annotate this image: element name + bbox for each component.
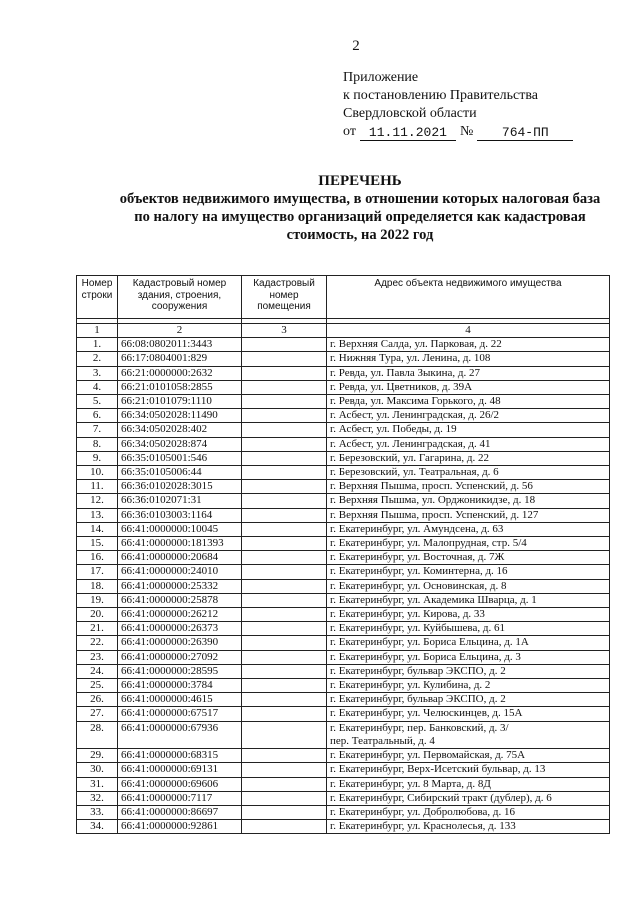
- table-row: [77, 480, 610, 494]
- title-line-1: объектов недвижимого имущества, в отношении которых налоговая база: [119, 191, 601, 207]
- table-row: [77, 494, 610, 508]
- cadastral-number-cell: 66:41:0000000:3784: [118, 679, 242, 693]
- title-line-2: по налогу на имущество организаций определяется как кадастровая: [134, 209, 586, 225]
- address-cell: г. Верхняя Салда, ул. Парковая, д. 22: [327, 338, 610, 352]
- row-number-cell: 20.: [77, 608, 118, 622]
- cadastral-number-cell: 66:41:0000000:181393: [118, 537, 242, 551]
- row-number-cell: 21.: [77, 622, 118, 636]
- header-row-number: Номер строки: [77, 276, 118, 319]
- cadastral-number-cell: 66:21:0101058:2855: [118, 380, 242, 394]
- room-number-cell: [242, 380, 327, 394]
- room-number-cell: [242, 664, 327, 678]
- header-address: Адрес объекта недвижимого имущества: [327, 276, 610, 319]
- cadastral-number-cell: 66:34:0502028:11490: [118, 409, 242, 423]
- room-number-cell: [242, 451, 327, 465]
- table-row: [77, 707, 610, 721]
- table-body: [77, 338, 610, 834]
- cadastral-number-cell: 66:41:0000000:7117: [118, 791, 242, 805]
- cadastral-number-cell: 66:41:0000000:26212: [118, 608, 242, 622]
- address-cell: г. Екатеринбург, ул. Бориса Ельцина, д. 3: [327, 650, 610, 664]
- cadastral-number-cell: 66:21:0101079:1110: [118, 395, 242, 409]
- address-cell: г. Верхняя Пышма, просп. Успенский, д. 56: [327, 480, 610, 494]
- room-number-cell: [242, 579, 327, 593]
- room-number-cell: [242, 338, 327, 352]
- address-cell: г. Екатеринбург, ул. Кирова, д. 33: [327, 608, 610, 622]
- address-cell: г. Ревда, ул. Павла Зыкина, д. 27: [327, 366, 610, 380]
- row-number-cell: 26.: [77, 693, 118, 707]
- room-number-cell: [242, 693, 327, 707]
- page-number: 2: [352, 38, 360, 54]
- cadastral-number-cell: 66:41:0000000:86697: [118, 805, 242, 819]
- appendix-date-line: [343, 123, 573, 141]
- address-cell: г. Екатеринбург, Сибирский тракт (дублер), д. 6: [327, 791, 610, 805]
- cadastral-number-cell: 66:41:0000000:25332: [118, 579, 242, 593]
- room-number-cell: [242, 721, 327, 748]
- row-number-cell: 18.: [77, 579, 118, 593]
- row-number-cell: 3.: [77, 366, 118, 380]
- row-number-cell: 8.: [77, 437, 118, 451]
- cadastral-number-cell: 66:41:0000000:26373: [118, 622, 242, 636]
- table-row: [77, 791, 610, 805]
- row-number-cell: 10.: [77, 466, 118, 480]
- address-cell: г. Екатеринбург, ул. Кулибина, д. 2: [327, 679, 610, 693]
- table-row: [77, 693, 610, 707]
- room-number-cell: [242, 608, 327, 622]
- address-cell: г. Березовский, ул. Театральная, д. 6: [327, 466, 610, 480]
- room-number-cell: [242, 352, 327, 366]
- address-cell: г. Екатеринбург, ул. Восточная, д. 7Ж: [327, 551, 610, 565]
- table-row: [77, 622, 610, 636]
- address-cell: г. Екатеринбург, ул. Амундсена, д. 63: [327, 522, 610, 536]
- cadastral-number-cell: 66:41:0000000:4615: [118, 693, 242, 707]
- cadastral-number-cell: 66:41:0000000:28595: [118, 664, 242, 678]
- row-number-cell: 5.: [77, 395, 118, 409]
- room-number-cell: [242, 522, 327, 536]
- address-cell: г. Екатеринбург, ул. 8 Марта, д. 8Д: [327, 777, 610, 791]
- table-row: [77, 664, 610, 678]
- table-row: [77, 650, 610, 664]
- room-number-cell: [242, 650, 327, 664]
- row-number-cell: 33.: [77, 805, 118, 819]
- cadastral-number-cell: 66:21:0000000:2632: [118, 366, 242, 380]
- row-number-cell: 23.: [77, 650, 118, 664]
- table-row: [77, 820, 610, 834]
- room-number-cell: [242, 636, 327, 650]
- table-row: [77, 395, 610, 409]
- cadastral-number-cell: 66:41:0000000:20684: [118, 551, 242, 565]
- row-number-cell: 16.: [77, 551, 118, 565]
- cadastral-number-cell: 66:41:0000000:27092: [118, 650, 242, 664]
- table-row: [77, 777, 610, 791]
- header-cadastral-room: Кадастровый номер помещения: [242, 276, 327, 319]
- table-row: [77, 437, 610, 451]
- row-number-cell: 22.: [77, 636, 118, 650]
- decree-number: 764-ПП: [477, 126, 573, 141]
- room-number-cell: [242, 423, 327, 437]
- cadastral-number-cell: 66:34:0502028:402: [118, 423, 242, 437]
- from-label: от: [343, 124, 356, 139]
- decree-date: 11.11.2021: [360, 126, 456, 141]
- room-number-cell: [242, 679, 327, 693]
- column-number-row: [77, 324, 610, 338]
- cadastral-number-cell: 66:17:0804001:829: [118, 352, 242, 366]
- table-row: [77, 636, 610, 650]
- address-cell: г. Екатеринбург, ул. Малопрудная, стр. 5/4: [327, 537, 610, 551]
- table-row: [77, 537, 610, 551]
- cadastral-number-cell: 66:41:0000000:69131: [118, 763, 242, 777]
- cadastral-number-cell: 66:41:0000000:25878: [118, 593, 242, 607]
- row-number-cell: 32.: [77, 791, 118, 805]
- address-cell: г. Екатеринбург, ул. Добролюбова, д. 16: [327, 805, 610, 819]
- table-row: [77, 721, 610, 748]
- row-number-cell: 28.: [77, 721, 118, 748]
- appendix-block: [343, 69, 573, 141]
- address-cell: г. Екатеринбург, ул. Челюскинцев, д. 15А: [327, 707, 610, 721]
- title-main: ПЕРЕЧЕНЬ: [318, 173, 402, 189]
- room-number-cell: [242, 494, 327, 508]
- address-cell: г. Екатеринбург, ул. Академика Шварца, д. 1: [327, 593, 610, 607]
- row-number-cell: 11.: [77, 480, 118, 494]
- table-row: [77, 579, 610, 593]
- address-cell: г. Березовский, ул. Гагарина, д. 22: [327, 451, 610, 465]
- document-title: [80, 172, 640, 244]
- row-number-cell: 4.: [77, 380, 118, 394]
- appendix-line-1: Приложение: [343, 70, 419, 85]
- room-number-cell: [242, 565, 327, 579]
- room-number-cell: [242, 395, 327, 409]
- table-row: [77, 451, 610, 465]
- room-number-cell: [242, 593, 327, 607]
- address-cell: г. Верхняя Пышма, просп. Успенский, д. 127: [327, 508, 610, 522]
- row-number-cell: 9.: [77, 451, 118, 465]
- column-number: 4: [327, 324, 610, 338]
- cadastral-number-cell: 66:41:0000000:67936: [118, 721, 242, 748]
- room-number-cell: [242, 508, 327, 522]
- address-cell: г. Екатеринбург, бульвар ЭКСПО, д. 2: [327, 664, 610, 678]
- table-row: [77, 338, 610, 352]
- address-cell: г. Екатеринбург, бульвар ЭКСПО, д. 2: [327, 693, 610, 707]
- row-number-cell: 7.: [77, 423, 118, 437]
- header-cadastral-building: Кадастровый номер здания, строения, сооружения: [118, 276, 242, 319]
- cadastral-number-cell: 66:08:0802011:3443: [118, 338, 242, 352]
- room-number-cell: [242, 480, 327, 494]
- cadastral-number-cell: 66:41:0000000:69606: [118, 777, 242, 791]
- address-cell: г. Асбест, ул. Победы, д. 19: [327, 423, 610, 437]
- table-row: [77, 565, 610, 579]
- row-number-cell: 15.: [77, 537, 118, 551]
- table-row: [77, 608, 610, 622]
- room-number-cell: [242, 749, 327, 763]
- address-cell: г. Верхняя Пышма, ул. Орджоникидзе, д. 18: [327, 494, 610, 508]
- address-cell: г. Екатеринбург, ул. Краснолесья, д. 133: [327, 820, 610, 834]
- room-number-cell: [242, 437, 327, 451]
- room-number-cell: [242, 777, 327, 791]
- cadastral-number-cell: 66:36:0103003:1164: [118, 508, 242, 522]
- table-row: [77, 366, 610, 380]
- table-row: [77, 763, 610, 777]
- row-number-cell: 31.: [77, 777, 118, 791]
- cadastral-number-cell: 66:41:0000000:92861: [118, 820, 242, 834]
- address-cell: г. Ревда, ул. Максима Горького, д. 48: [327, 395, 610, 409]
- address-cell: г. Екатеринбург, ул. Бориса Ельцина, д. 1А: [327, 636, 610, 650]
- cadastral-number-cell: 66:41:0000000:10045: [118, 522, 242, 536]
- row-number-cell: 1.: [77, 338, 118, 352]
- row-number-cell: 2.: [77, 352, 118, 366]
- address-cell: г. Нижняя Тура, ул. Ленина, д. 108: [327, 352, 610, 366]
- room-number-cell: [242, 763, 327, 777]
- room-number-cell: [242, 805, 327, 819]
- room-number-cell: [242, 820, 327, 834]
- row-number-cell: 12.: [77, 494, 118, 508]
- appendix-line-2: к постановлению Правительства: [343, 88, 539, 103]
- address-cell: г. Екатеринбург, Верх-Исетский бульвар, д. 13: [327, 763, 610, 777]
- row-number-cell: 29.: [77, 749, 118, 763]
- table-row: [77, 352, 610, 366]
- room-number-cell: [242, 466, 327, 480]
- cadastral-number-cell: 66:41:0000000:24010: [118, 565, 242, 579]
- cadastral-number-cell: 66:36:0102071:31: [118, 494, 242, 508]
- row-number-cell: 13.: [77, 508, 118, 522]
- column-number: 1: [77, 324, 118, 338]
- address-cell: г. Екатеринбург, ул. Куйбышева, д. 61: [327, 622, 610, 636]
- cadastral-number-cell: 66:35:0105006:44: [118, 466, 242, 480]
- cadastral-number-cell: 66:34:0502028:874: [118, 437, 242, 451]
- property-table: [76, 275, 610, 834]
- room-number-cell: [242, 409, 327, 423]
- row-number-cell: 27.: [77, 707, 118, 721]
- table-header-row: [77, 276, 610, 319]
- address-cell: г. Екатеринбург, ул. Основинская, д. 8: [327, 579, 610, 593]
- room-number-cell: [242, 366, 327, 380]
- row-number-cell: 14.: [77, 522, 118, 536]
- room-number-cell: [242, 551, 327, 565]
- row-number-cell: 6.: [77, 409, 118, 423]
- table-row: [77, 749, 610, 763]
- room-number-cell: [242, 622, 327, 636]
- address-cell: г. Екатеринбург, пер. Банковский, д. 3/ пер. Театральный, д. 4: [327, 721, 610, 748]
- row-number-cell: 25.: [77, 679, 118, 693]
- address-cell: г. Асбест, ул. Ленинградская, д. 26/2: [327, 409, 610, 423]
- table-row: [77, 409, 610, 423]
- table-row: [77, 466, 610, 480]
- appendix-line-3: Свердловской области: [343, 106, 477, 121]
- address-cell: г. Екатеринбург, ул. Коминтерна, д. 16: [327, 565, 610, 579]
- table-row: [77, 508, 610, 522]
- row-number-cell: 24.: [77, 664, 118, 678]
- table-row: [77, 522, 610, 536]
- table-row: [77, 551, 610, 565]
- column-number: 3: [242, 324, 327, 338]
- table-row: [77, 380, 610, 394]
- row-number-cell: 19.: [77, 593, 118, 607]
- room-number-cell: [242, 791, 327, 805]
- cadastral-number-cell: 66:41:0000000:67517: [118, 707, 242, 721]
- number-label: №: [459, 124, 474, 139]
- address-cell: г. Ревда, ул. Цветников, д. 39А: [327, 380, 610, 394]
- cadastral-number-cell: 66:36:0102028:3015: [118, 480, 242, 494]
- table-row: [77, 593, 610, 607]
- room-number-cell: [242, 537, 327, 551]
- cadastral-number-cell: 66:35:0105001:546: [118, 451, 242, 465]
- column-number: 2: [118, 324, 242, 338]
- row-number-cell: 30.: [77, 763, 118, 777]
- address-cell: г. Екатеринбург, ул. Первомайская, д. 75А: [327, 749, 610, 763]
- cadastral-number-cell: 66:41:0000000:68315: [118, 749, 242, 763]
- address-cell: г. Асбест, ул. Ленинградская, д. 41: [327, 437, 610, 451]
- room-number-cell: [242, 707, 327, 721]
- title-line-3: стоимость, на 2022 год: [286, 227, 434, 243]
- row-number-cell: 34.: [77, 820, 118, 834]
- row-number-cell: 17.: [77, 565, 118, 579]
- cadastral-number-cell: 66:41:0000000:26390: [118, 636, 242, 650]
- table-row: [77, 423, 610, 437]
- table-row: [77, 679, 610, 693]
- table-row: [77, 805, 610, 819]
